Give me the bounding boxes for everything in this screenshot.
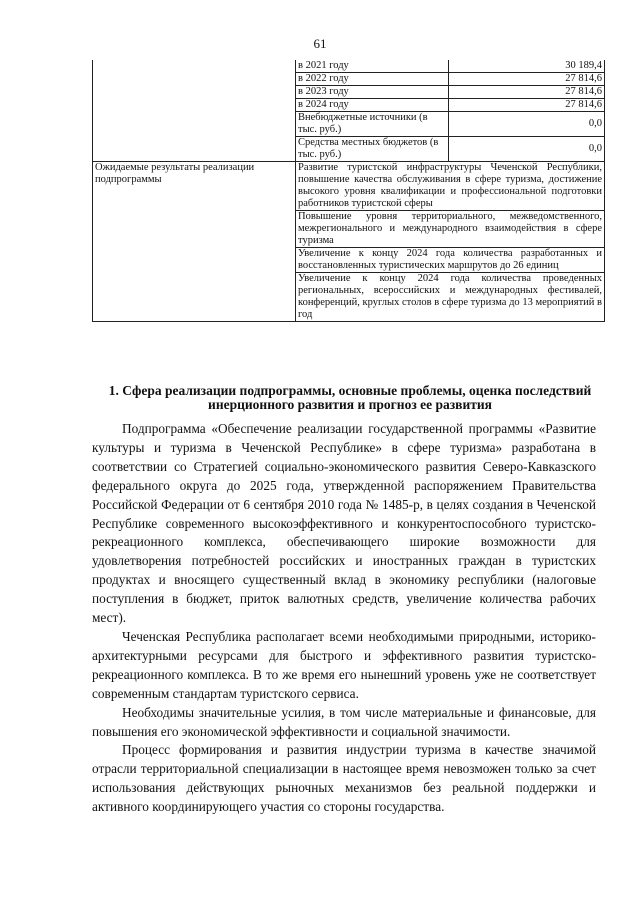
expected-result: Повышение уровня территориального, межведомственного, межрегионального и международного взаимодействия в сфере туризма bbox=[296, 211, 605, 248]
program-passport-table bbox=[92, 60, 605, 322]
funding-source-value: 0,0 bbox=[449, 137, 605, 162]
table-cell-empty bbox=[93, 60, 296, 162]
body-text bbox=[92, 420, 596, 817]
paragraph: Процесс формирования и развития индустрии туризма в качестве значимой отрасли территориальной специализации в настоящее время невозможен только за счет использования действующих рыночных механизмов без реальной поддержки и активного координирующего участия со стороны государства. bbox=[92, 742, 596, 815]
funding-year-value: 27 814,6 bbox=[449, 86, 605, 99]
expected-result: Увеличение к концу 2024 года количества разработанных и восстановленных туристических маршрутов до 26 единиц bbox=[296, 248, 605, 273]
paragraph: Чеченская Республика располагает всеми необходимыми природными, историко-архитектурными ресурсами для быстрого и эффективного развития туристско-рекреационного комплекса. В то же время его нынешний уровень уже не соответствует современным стандартам туристского сервиса. bbox=[92, 628, 596, 701]
page-number: 61 bbox=[313, 36, 327, 51]
funding-source-value: 0,0 bbox=[449, 112, 605, 137]
funding-source-label: Средства местных бюджетов (в тыс. руб.) bbox=[296, 137, 449, 162]
paragraph: Необходимы значительные усилия, в том числе материальные и финансовые, для повышения его экономической эффективности и социальной значимости. bbox=[92, 704, 596, 739]
results-label: Ожидаемые результаты реализации подпрограммы bbox=[93, 162, 296, 322]
funding-year-value: 27 814,6 bbox=[449, 73, 605, 86]
table-row bbox=[93, 60, 605, 73]
funding-source-label: Внебюджетные источники (в тыс. руб.) bbox=[296, 112, 449, 137]
expected-result: Увеличение к концу 2024 года количества проведенных региональных, всероссийских и международных фестивалей, конференций, круглых столов в сфере туризма до 13 мероприятий в год bbox=[296, 273, 605, 322]
funding-year-value: 27 814,6 bbox=[449, 99, 605, 112]
funding-year-value: 30 189,4 bbox=[449, 60, 605, 73]
funding-year-label: в 2022 году bbox=[296, 73, 449, 86]
expected-result: Развитие туристской инфраструктуры Чеченской Республики, повышение качества обслуживания в сфере туризма, достижение высокого уровня квалификации и профессиональной подготовки работников туристской сферы bbox=[296, 162, 605, 211]
funding-year-label: в 2021 году bbox=[296, 60, 449, 73]
paragraph: Подпрограмма «Обеспечение реализации государственной программы «Развитие культуры и туризма в Чеченской Республике» в сфере туризма» разработана в соответствии со Стратегией социально-экономического развития Северо-Кавказского федерального округа до 2025 года, утвержденной распоряжением Правительства Российской Федерации от 6 сентября 2010 года № 1485-р, в целях создания в Чеченской Республике современного высокоэффективного и конкурентоспособного туристско-рекреационного комплекса, обеспечивающего широкие возможности для удовлетворения потребностей российских и иностранных граждан в туристских продуктах и вносящего существенный вклад в экономику республики (налоговые поступления в бюджет, приток валютных средств, увеличение количества рабочих мест). bbox=[92, 421, 596, 626]
table-row bbox=[93, 162, 605, 211]
funding-year-label: в 2024 году bbox=[296, 99, 449, 112]
funding-year-label: в 2023 году bbox=[296, 86, 449, 99]
section-title: 1. Сфера реализации подпрограммы, основные проблемы, оценка последствий инерционного развития и прогноз ее развития bbox=[108, 383, 592, 412]
